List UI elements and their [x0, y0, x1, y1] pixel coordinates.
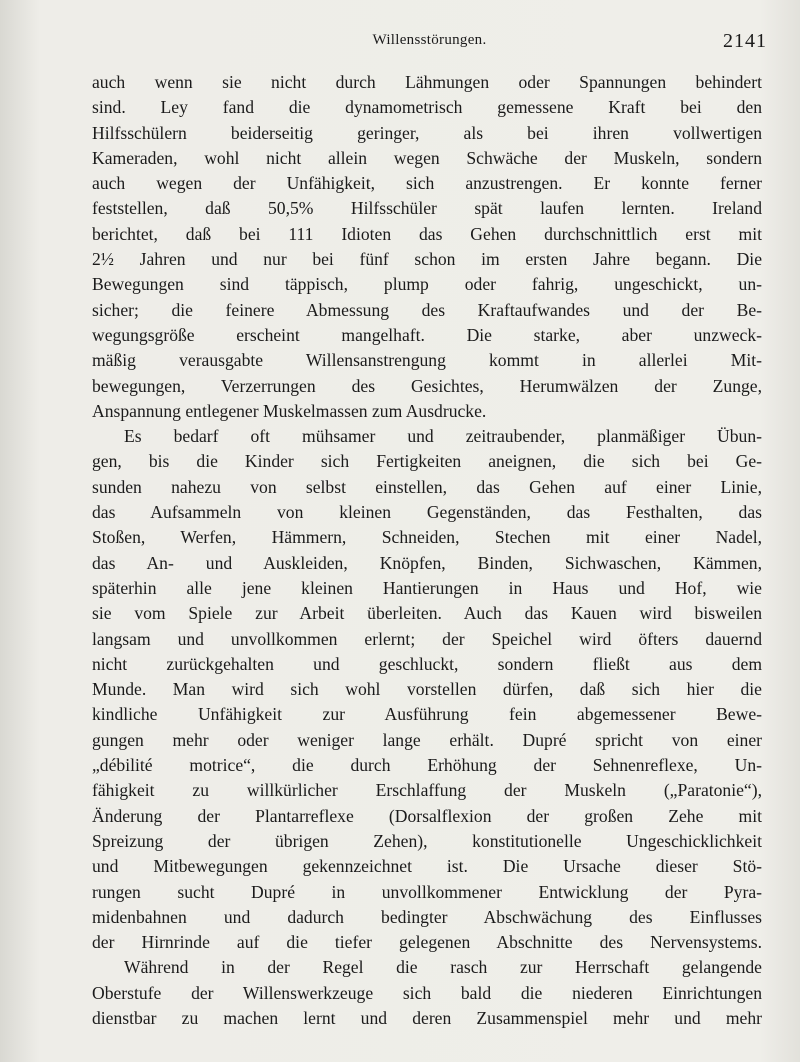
text-line: sind. Ley fand die dynamometrisch gemessene Kraft bei den: [92, 97, 762, 118]
text-line: Kameraden, wohl nicht allein wegen Schwäche der Muskeln, sondern: [92, 147, 762, 168]
text-line: rungen sucht Dupré in unvollkommener Entwicklung der Pyra-: [92, 881, 762, 902]
text-line: berichtet, daß bei 111 Idioten das Gehen durchschnittlich erst mit: [92, 223, 762, 244]
paragraph-3: [92, 955, 762, 1031]
text-line: Munde. Man wird sich wohl vorstellen dürfen, daß sich hier die: [92, 679, 762, 700]
text-line: „débilité motrice“, die durch Erhöhung der Sehnenreflexe, Un-: [92, 755, 762, 776]
text-line: Oberstufe der Willenswerkzeuge sich bald die niederen Einrichtungen: [92, 982, 762, 1003]
text-line: Anspannung entlegener Muskelmassen zum Ausdrucke.: [92, 400, 487, 421]
text-line: auch wegen der Unfähigkeit, sich anzustrengen. Er konnte ferner: [92, 173, 762, 194]
page-header: [92, 26, 767, 56]
text-line: Stoßen, Werfen, Hämmern, Schneiden, Stechen mit einer Nadel,: [92, 527, 762, 548]
text-line: dienstbar zu machen lernt und deren Zusammenspiel mehr und mehr: [92, 1007, 762, 1028]
text-line: Während in der Regel die rasch zur Herrschaft gelangende: [124, 957, 762, 978]
text-line: Es bedarf oft mühsamer und zeitraubender, planmäßiger Übun-: [124, 426, 762, 447]
text-line: sunden nahezu von selbst einstellen, das Gehen auf einer Linie,: [92, 476, 762, 497]
text-line: auch wenn sie nicht durch Lähmungen oder Spannungen behindert: [92, 72, 762, 92]
text-line: bewegungen, Verzerrungen des Gesichtes, Herumwälzen der Zunge,: [92, 375, 762, 396]
text-line: mäßig verausgabte Willensanstrengung kommt in allerlei Mit-: [92, 350, 762, 371]
text-line: und Mitbewegungen gekennzeichnet ist. Die Ursache dieser Stö-: [92, 856, 762, 877]
text-line: späterhin alle jene kleinen Hantierungen in Haus und Hof, wie: [92, 577, 762, 598]
text-line: sicher; die feinere Abmessung des Kraftaufwandes und der Be-: [92, 299, 762, 320]
text-line: Spreizung der übrigen Zehen), konstitutionelle Ungeschicklichkeit: [92, 830, 762, 851]
text-line: wegungsgröße erscheint mangelhaft. Die starke, aber unzweck-: [92, 324, 762, 345]
text-line: fähigkeit zu willkürlicher Erschlaffung der Muskeln („Paratonie“),: [92, 780, 762, 801]
text-line: gungen mehr oder weniger lange erhält. Dupré spricht von einer: [92, 729, 762, 750]
text-line: feststellen, daß 50,5% Hilfsschüler spät laufen lernten. Ireland: [92, 198, 762, 219]
page-number: 2141: [723, 30, 767, 52]
text-line: midenbahnen und dadurch bedingter Abschwächung des Einflusses: [92, 906, 762, 927]
text-line: kindliche Unfähigkeit zur Ausführung fein abgemessener Bewe-: [92, 704, 762, 725]
text-line: nicht zurückgehalten und geschluckt, sondern fließt aus dem: [92, 653, 762, 674]
text-line: Bewegungen sind täppisch, plump oder fahrig, ungeschickt, un-: [92, 274, 762, 295]
text-line: 2½ Jahren und nur bei fünf schon im ersten Jahre begann. Die: [92, 249, 762, 270]
text-line: Änderung der Plantarreflexe (Dorsalflexion der großen Zehe mit: [92, 805, 762, 826]
text-line: gen, bis die Kinder sich Fertigkeiten aneignen, die sich bei Ge-: [92, 451, 762, 472]
text-line: der Hirnrinde auf die tiefer gelegenen Abschnitte des Nervensystems.: [92, 932, 762, 953]
text-line: das Aufsammeln von kleinen Gegenständen, das Festhalten, das: [92, 502, 762, 523]
text-line: das An- und Auskleiden, Knöpfen, Binden, Sichwaschen, Kämmen,: [92, 552, 762, 573]
text-line: Hilfsschülern beiderseitig geringer, als bei ihren vollwertigen: [92, 122, 762, 143]
text-line: langsam und unvollkommen erlernt; der Speichel wird öfters dauernd: [92, 628, 762, 649]
body-text: [92, 70, 762, 1031]
text-line: sie vom Spiele zur Arbeit überleiten. Auch das Kauen wird bisweilen: [92, 603, 762, 624]
paragraph-1: [92, 70, 762, 424]
paragraph-2: [92, 424, 762, 955]
running-title: Willensstörungen.: [372, 32, 487, 48]
